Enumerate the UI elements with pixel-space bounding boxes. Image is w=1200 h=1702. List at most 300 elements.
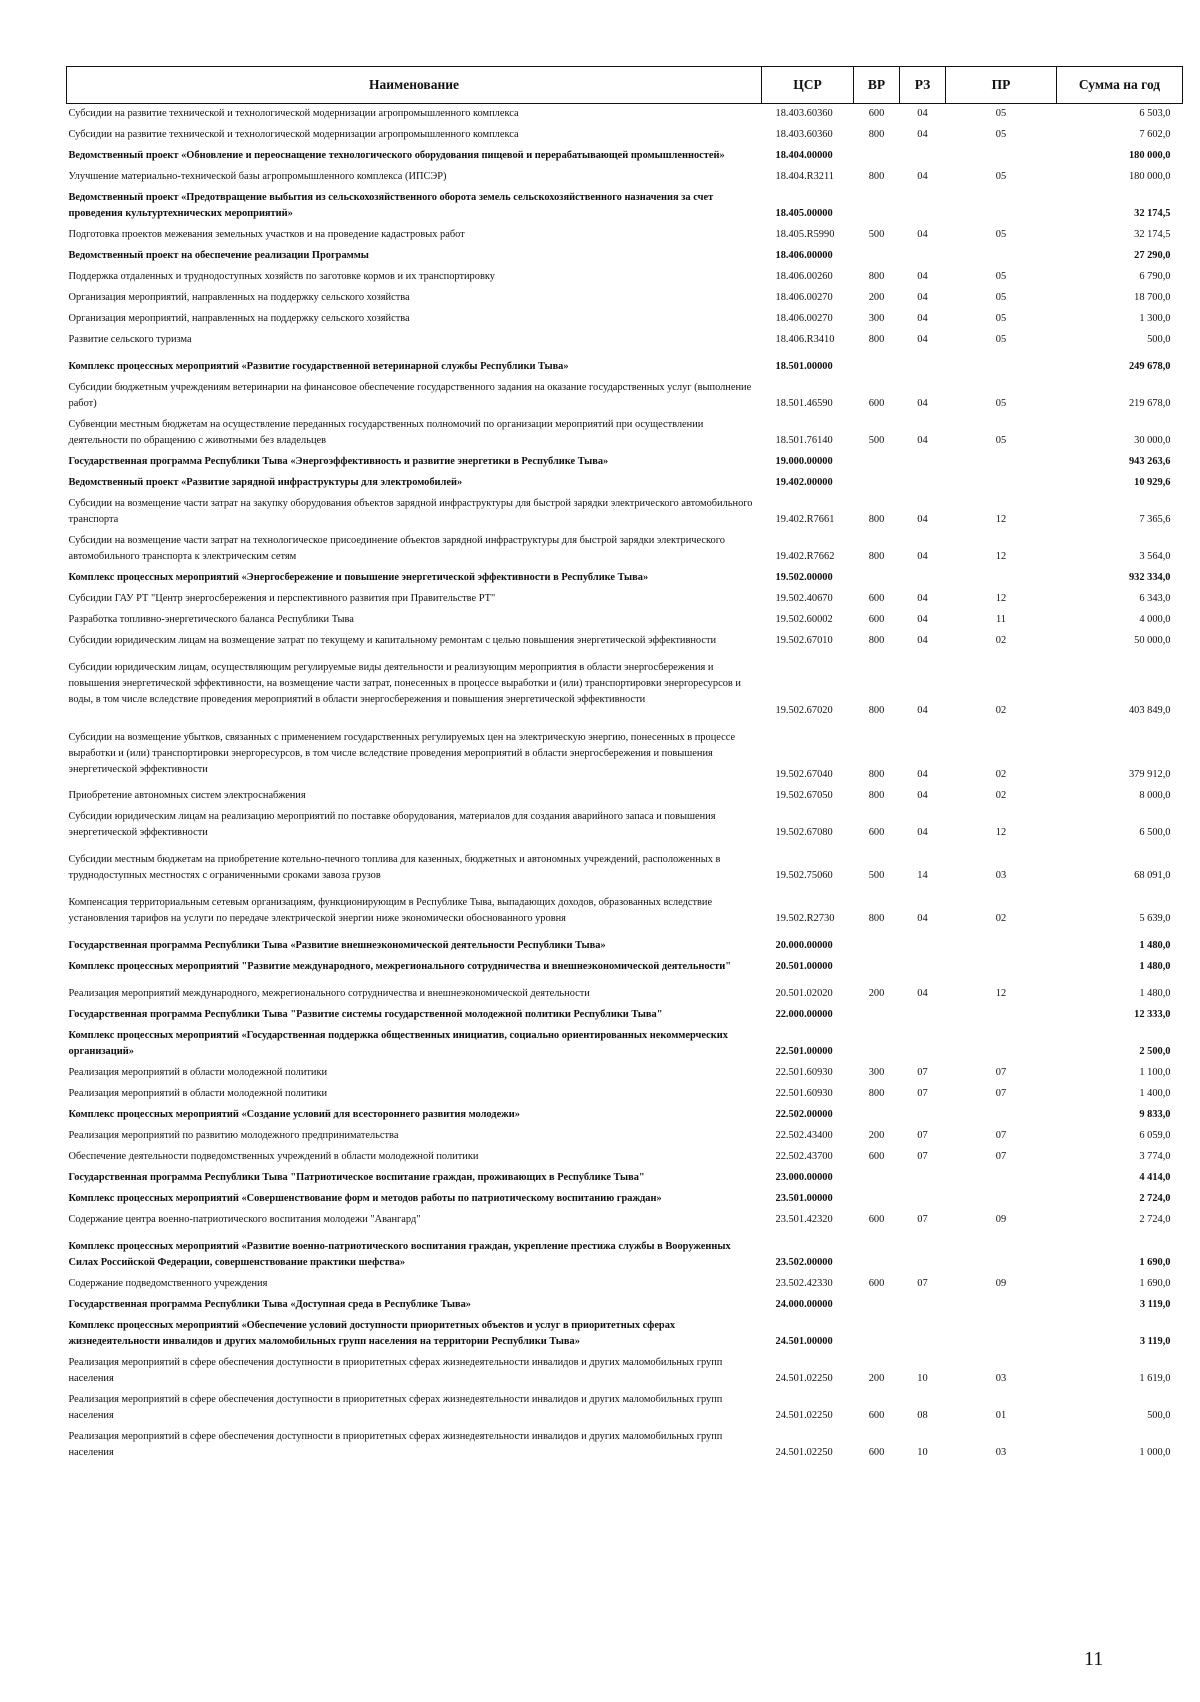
cell-vr xyxy=(854,351,900,378)
cell-sum: 1 480,0 xyxy=(1139,961,1171,972)
table-row xyxy=(67,246,1183,267)
cell-vr xyxy=(854,188,900,225)
table-row xyxy=(67,786,1183,807)
cell-sum: 7 365,6 xyxy=(1139,514,1171,525)
cell-sum: 3 119,0 xyxy=(1139,1336,1171,1347)
cell-vr xyxy=(854,568,900,589)
cell-sum: 1 480,0 xyxy=(1139,940,1171,951)
cell-rz: 07 xyxy=(917,1151,928,1162)
cell-name: Компенсация территориальным сетевым организациям, функционирующим в Республике Тыва, выпадающих доходов, образованных вследствие установления тарифов на услуги по передаче электрической энергии ниже экономически обоснованного уровня xyxy=(68,897,713,924)
cell-sum: 180 000,0 xyxy=(1128,150,1171,161)
cell-rz: 04 xyxy=(917,398,928,409)
cell-rz: 07 xyxy=(917,1214,928,1225)
cell-pr: 02 xyxy=(995,769,1007,780)
cell-vr: 500 xyxy=(868,229,885,240)
table-row xyxy=(67,887,1183,930)
cell-rz: 04 xyxy=(917,551,928,562)
cell-vr: 800 xyxy=(868,769,885,780)
cell-name: Субсидии юридическим лицам, осуществляющим регулируемые виды деятельности и реализующим мероприятия в области энергосбережения и повышения энергетической эффективности, на возмещение части затрат, понесенных в процессе выработки и (или) транспортировки энергоресурсов и воды, в том числе вследствие проведения мероприятий в области энергосбережения и повышения энергетической эффективности xyxy=(68,662,741,705)
cell-pr: 05 xyxy=(995,171,1007,182)
cell-pr xyxy=(946,452,1057,473)
cell-vr: 600 xyxy=(868,1278,885,1289)
cell-csr: 19.502.67040 xyxy=(775,769,833,780)
cell-csr: 22.502.43400 xyxy=(775,1130,833,1141)
cell-rz: 04 xyxy=(917,790,928,801)
cell-rz: 04 xyxy=(917,769,928,780)
cell-rz: 08 xyxy=(917,1410,928,1421)
table-row xyxy=(67,1063,1183,1084)
cell-sum: 4 414,0 xyxy=(1139,1172,1171,1183)
cell-vr: 800 xyxy=(868,514,885,525)
cell-csr: 22.000.00000 xyxy=(775,1009,833,1020)
cell-vr: 200 xyxy=(868,292,885,303)
cell-csr: 23.502.42330 xyxy=(775,1278,833,1289)
cell-sum: 12 333,0 xyxy=(1134,1009,1171,1020)
cell-vr: 600 xyxy=(868,1151,885,1162)
cell-rz: 04 xyxy=(917,271,928,282)
cell-sum: 1 690,0 xyxy=(1139,1278,1171,1289)
cell-sum: 32 174,5 xyxy=(1134,208,1171,219)
cell-csr: 19.000.00000 xyxy=(775,456,833,467)
cell-rz xyxy=(900,188,946,225)
cell-pr: 03 xyxy=(995,870,1007,881)
header-csr: ЦСР xyxy=(762,67,854,104)
budget-document xyxy=(66,66,1182,1464)
cell-rz: 07 xyxy=(917,1067,928,1078)
cell-name: Разработка топливно-энергетического баланса Республики Тыва xyxy=(68,614,354,625)
cell-sum: 27 290,0 xyxy=(1134,250,1171,261)
table-row xyxy=(67,1316,1183,1353)
cell-csr: 22.501.60930 xyxy=(775,1067,833,1078)
cell-pr: 12 xyxy=(995,593,1007,604)
cell-vr xyxy=(854,452,900,473)
cell-sum: 379 912,0 xyxy=(1128,769,1171,780)
table-row xyxy=(67,225,1183,246)
cell-name: Ведомственный проект «Обновление и переоснащение технологического оборудования пищевой и перерабатывающей промышленностей» xyxy=(68,150,725,161)
cell-pr xyxy=(946,246,1057,267)
cell-pr xyxy=(946,568,1057,589)
cell-rz: 04 xyxy=(917,827,928,838)
cell-name: Субсидии юридическим лицам на реализацию мероприятий по поставке оборудования, материалов для создания аварийного запаса и повышения энергетической эффективности xyxy=(68,811,716,838)
cell-pr xyxy=(946,1316,1057,1353)
cell-rz: 07 xyxy=(917,1278,928,1289)
cell-pr: 01 xyxy=(995,1410,1007,1421)
table-row xyxy=(67,1427,1183,1464)
table-row xyxy=(67,1353,1183,1390)
cell-sum: 2 724,0 xyxy=(1139,1214,1171,1225)
cell-csr: 24.501.02250 xyxy=(775,1447,833,1458)
table-row xyxy=(67,531,1183,568)
cell-vr: 600 xyxy=(868,593,885,604)
cell-pr: 05 xyxy=(995,292,1007,303)
cell-csr: 23.000.00000 xyxy=(775,1172,833,1183)
cell-sum: 500,0 xyxy=(1147,1410,1171,1421)
cell-pr xyxy=(946,146,1057,167)
cell-csr: 24.501.02250 xyxy=(775,1373,833,1384)
cell-vr xyxy=(854,1168,900,1189)
cell-sum: 219 678,0 xyxy=(1128,398,1171,409)
cell-vr: 200 xyxy=(868,988,885,999)
cell-sum: 932 334,0 xyxy=(1128,572,1171,583)
cell-vr: 600 xyxy=(868,827,885,838)
cell-sum: 6 059,0 xyxy=(1139,1130,1171,1141)
cell-pr: 09 xyxy=(995,1278,1007,1289)
cell-rz: 04 xyxy=(917,435,928,446)
cell-csr: 18.501.46590 xyxy=(775,398,833,409)
table-row xyxy=(67,652,1183,722)
cell-vr xyxy=(854,930,900,957)
cell-name: Реализация мероприятий международного, межрегионального сотрудничества и внешнеэкономической деятельности xyxy=(68,988,590,999)
cell-name: Государственная программа Республики Тыва «Развитие внешнеэкономической деятельности Республики Тыва» xyxy=(68,940,606,951)
cell-name: Государственная программа Республики Тыва «Энергоэффективность и развитие энергетики в Республике Тыва» xyxy=(68,456,609,467)
cell-name: Реализация мероприятий в сфере обеспечения доступности в приоритетных сферах жизнедеятельности инвалидов и других маломобильных групп населения xyxy=(68,1431,723,1458)
cell-rz: 10 xyxy=(917,1447,928,1458)
cell-sum: 403 849,0 xyxy=(1128,705,1171,716)
cell-sum: 5 639,0 xyxy=(1139,913,1171,924)
cell-sum: 6 343,0 xyxy=(1139,593,1171,604)
cell-pr xyxy=(946,1231,1057,1274)
cell-rz: 04 xyxy=(917,635,928,646)
cell-csr: 18.406.R3410 xyxy=(775,334,835,345)
cell-sum: 7 602,0 xyxy=(1139,129,1171,140)
cell-csr: 19.502.00000 xyxy=(775,572,833,583)
table-row xyxy=(67,267,1183,288)
cell-vr: 800 xyxy=(868,271,885,282)
cell-vr: 600 xyxy=(868,1447,885,1458)
table-row xyxy=(67,415,1183,452)
header-pr: ПР xyxy=(946,67,1057,104)
cell-csr: 18.501.00000 xyxy=(775,361,833,372)
cell-name: Ведомственный проект на обеспечение реализации Программы xyxy=(68,250,369,261)
cell-sum: 249 678,0 xyxy=(1128,361,1171,372)
cell-pr: 07 xyxy=(995,1067,1007,1078)
cell-csr: 19.402.R7661 xyxy=(775,514,835,525)
table-row xyxy=(67,309,1183,330)
cell-vr: 800 xyxy=(868,913,885,924)
cell-sum: 500,0 xyxy=(1147,334,1171,345)
cell-pr: 07 xyxy=(995,1088,1007,1099)
table-row xyxy=(67,610,1183,631)
header-sum: Сумма на год xyxy=(1057,67,1183,104)
cell-sum: 3 564,0 xyxy=(1139,551,1171,562)
cell-rz xyxy=(900,1026,946,1063)
cell-csr: 19.502.67020 xyxy=(775,705,833,716)
cell-sum: 8 000,0 xyxy=(1139,790,1171,801)
cell-name: Развитие сельского туризма xyxy=(68,334,192,345)
cell-csr: 18.403.60360 xyxy=(775,108,833,119)
table-row xyxy=(67,104,1183,126)
cell-rz: 10 xyxy=(917,1373,928,1384)
cell-pr: 05 xyxy=(995,229,1007,240)
cell-name: Комплекс процессных мероприятий «Совершенствование форм и методов работы по патриотическому воспитанию граждан» xyxy=(68,1193,662,1204)
cell-pr: 07 xyxy=(995,1151,1007,1162)
cell-pr: 05 xyxy=(995,313,1007,324)
table-row xyxy=(67,1274,1183,1295)
cell-rz xyxy=(900,930,946,957)
cell-pr: 12 xyxy=(995,827,1007,838)
cell-vr xyxy=(854,473,900,494)
cell-vr xyxy=(854,146,900,167)
cell-rz: 04 xyxy=(917,292,928,303)
cell-vr: 200 xyxy=(868,1130,885,1141)
cell-rz xyxy=(900,473,946,494)
cell-vr xyxy=(854,1005,900,1026)
cell-name: Субсидии на развитие технической и технологической модернизации агропромышленного комплекса xyxy=(68,129,519,140)
table-row xyxy=(67,452,1183,473)
cell-rz xyxy=(900,146,946,167)
cell-rz: 04 xyxy=(917,229,928,240)
cell-pr: 11 xyxy=(995,614,1006,625)
cell-csr: 19.502.67010 xyxy=(775,635,833,646)
cell-vr: 800 xyxy=(868,334,885,345)
cell-name: Комплекс процессных мероприятий «Государственная поддержка общественных инициатив, социально ориентированных некоммерческих организаций» xyxy=(68,1030,728,1057)
cell-csr: 19.402.00000 xyxy=(775,477,833,488)
cell-rz xyxy=(900,568,946,589)
cell-sum: 943 263,6 xyxy=(1128,456,1171,467)
cell-sum: 180 000,0 xyxy=(1128,171,1171,182)
cell-sum: 68 091,0 xyxy=(1134,870,1171,881)
cell-sum: 6 503,0 xyxy=(1139,108,1171,119)
cell-vr: 800 xyxy=(868,551,885,562)
cell-rz xyxy=(900,1316,946,1353)
cell-rz: 14 xyxy=(917,870,928,881)
cell-pr: 02 xyxy=(995,705,1007,716)
cell-name: Субсидии ГАУ РТ "Центр энергосбережения и перспективного развития при Правительстве РТ" xyxy=(68,593,496,604)
cell-name: Субсидии на развитие технической и технологической модернизации агропромышленного комплекса xyxy=(68,108,519,119)
cell-rz: 04 xyxy=(917,913,928,924)
cell-rz: 04 xyxy=(917,593,928,604)
table-row xyxy=(67,1295,1183,1316)
cell-name: Комплекс процессных мероприятий "Развитие международного, межрегионального сотрудничества и внешнеэкономической деятельности" xyxy=(68,961,732,972)
cell-rz xyxy=(900,1005,946,1026)
cell-name: Субсидии местным бюджетам на приобретение котельно-печного топлива для казенных, бюджетных и автономных учреждений, расположенных в труднодоступных местностях с ограниченными сроками завоза грузов xyxy=(68,854,721,881)
table-row xyxy=(67,146,1183,167)
cell-name: Содержание центра военно-патриотического воспитания молодежи "Авангард" xyxy=(68,1214,421,1225)
table-row xyxy=(67,1231,1183,1274)
cell-name: Субсидии на возмещение части затрат на закупку оборудования объектов зарядной инфраструктуры для быстрой зарядки электрического автомобильного транспорта xyxy=(68,498,753,525)
cell-rz xyxy=(900,1189,946,1210)
cell-csr: 24.501.02250 xyxy=(775,1410,833,1421)
cell-vr: 300 xyxy=(868,1067,885,1078)
cell-csr: 18.406.00270 xyxy=(775,292,833,303)
cell-csr: 24.501.00000 xyxy=(775,1336,833,1347)
cell-vr: 600 xyxy=(868,398,885,409)
cell-pr xyxy=(946,351,1057,378)
cell-pr xyxy=(946,473,1057,494)
cell-vr: 600 xyxy=(868,614,885,625)
cell-name: Реализация мероприятий в области молодежной политики xyxy=(68,1088,328,1099)
cell-name: Содержание подведомственного учреждения xyxy=(68,1278,268,1289)
cell-csr: 19.502.40670 xyxy=(775,593,833,604)
cell-name: Приобретение автономных систем электроснабжения xyxy=(68,790,306,801)
cell-rz xyxy=(900,1105,946,1126)
cell-vr: 800 xyxy=(868,635,885,646)
cell-sum: 9 833,0 xyxy=(1139,1109,1171,1120)
cell-csr: 19.402.R7662 xyxy=(775,551,835,562)
table-row xyxy=(67,1390,1183,1427)
cell-pr xyxy=(946,957,1057,978)
cell-csr: 23.501.00000 xyxy=(775,1193,833,1204)
table-row xyxy=(67,807,1183,844)
cell-name: Комплекс процессных мероприятий «Обеспечение условий доступности приоритетных объектов и услуг в приоритетных сферах жизнедеятельности инвалидов и других маломобильных групп населения на территории Республики Тыва» xyxy=(68,1320,676,1347)
cell-csr: 19.502.R2730 xyxy=(775,913,835,924)
cell-rz xyxy=(900,1168,946,1189)
cell-csr: 20.501.02020 xyxy=(775,988,833,999)
cell-name: Субвенции местным бюджетам на осуществление переданных государственных полномочий по организации мероприятий при осуществлении деятельности по обращению с животными без владельцев xyxy=(68,419,704,446)
cell-rz: 04 xyxy=(917,171,928,182)
budget-table xyxy=(66,66,1183,1464)
cell-vr: 800 xyxy=(868,705,885,716)
cell-name: Организация мероприятий, направленных на поддержку сельского хозяйства xyxy=(68,292,410,303)
cell-rz: 04 xyxy=(917,313,928,324)
header-vr: ВР xyxy=(854,67,900,104)
cell-vr: 300 xyxy=(868,313,885,324)
cell-rz: 07 xyxy=(917,1088,928,1099)
cell-csr: 22.502.43700 xyxy=(775,1151,833,1162)
cell-pr: 07 xyxy=(995,1130,1007,1141)
table-row xyxy=(67,568,1183,589)
table-row xyxy=(67,167,1183,188)
cell-vr: 800 xyxy=(868,171,885,182)
cell-csr: 22.502.00000 xyxy=(775,1109,833,1120)
cell-pr: 02 xyxy=(995,635,1007,646)
cell-sum: 1 619,0 xyxy=(1139,1373,1171,1384)
table-row xyxy=(67,330,1183,351)
cell-csr: 18.405.R5990 xyxy=(775,229,835,240)
cell-name: Комплекс процессных мероприятий «Развитие государственной ветеринарной службы Республики Тыва» xyxy=(68,361,569,372)
cell-vr xyxy=(854,1105,900,1126)
cell-pr: 02 xyxy=(995,913,1007,924)
cell-name: Комплекс процессных мероприятий «Энергосбережение и повышение энергетической эффективности в Республике Тыва» xyxy=(68,572,649,583)
cell-csr: 19.502.67080 xyxy=(775,827,833,838)
cell-name: Ведомственный проект «Развитие зарядной инфраструктуры для электромобилей» xyxy=(68,477,463,488)
cell-pr: 05 xyxy=(995,398,1007,409)
cell-sum: 10 929,6 xyxy=(1134,477,1171,488)
cell-pr xyxy=(946,1295,1057,1316)
cell-name: Поддержка отдаленных и труднодоступных хозяйств по заготовке кормов и их транспортировку xyxy=(68,271,495,282)
cell-sum: 30 000,0 xyxy=(1134,435,1171,446)
cell-pr xyxy=(946,1026,1057,1063)
cell-rz: 04 xyxy=(917,705,928,716)
cell-rz: 04 xyxy=(917,514,928,525)
table-row xyxy=(67,1026,1183,1063)
cell-name: Государственная программа Республики Тыва "Развитие системы государственной молодежной политики Республики Тыва" xyxy=(68,1009,663,1020)
table-row xyxy=(67,1189,1183,1210)
cell-csr: 18.405.00000 xyxy=(775,208,833,219)
cell-sum: 1 480,0 xyxy=(1139,988,1171,999)
cell-name: Реализация мероприятий в области молодежной политики xyxy=(68,1067,328,1078)
cell-pr xyxy=(946,1005,1057,1026)
cell-rz xyxy=(900,957,946,978)
cell-vr: 600 xyxy=(868,108,885,119)
cell-csr: 23.502.00000 xyxy=(775,1257,833,1268)
cell-sum: 6 500,0 xyxy=(1139,827,1171,838)
cell-vr xyxy=(854,1189,900,1210)
cell-rz xyxy=(900,1295,946,1316)
table-row xyxy=(67,188,1183,225)
table-row xyxy=(67,722,1183,786)
cell-vr: 800 xyxy=(868,1088,885,1099)
cell-name: Организация мероприятий, направленных на поддержку сельского хозяйства xyxy=(68,313,410,324)
cell-csr: 18.406.00000 xyxy=(775,250,833,261)
cell-pr: 05 xyxy=(995,435,1007,446)
cell-pr xyxy=(946,1105,1057,1126)
cell-rz xyxy=(900,351,946,378)
table-row xyxy=(67,288,1183,309)
cell-csr: 20.501.00000 xyxy=(775,961,833,972)
cell-vr: 500 xyxy=(868,870,885,881)
cell-pr: 05 xyxy=(995,334,1007,345)
cell-pr: 09 xyxy=(995,1214,1007,1225)
page-number: 11 xyxy=(1084,1648,1104,1670)
table-row xyxy=(67,494,1183,531)
table-row xyxy=(67,351,1183,378)
cell-vr: 500 xyxy=(868,435,885,446)
cell-csr: 22.501.00000 xyxy=(775,1046,833,1057)
cell-name: Государственная программа Республики Тыва «Доступная среда в Республике Тыва» xyxy=(68,1299,472,1310)
cell-sum: 50 000,0 xyxy=(1134,635,1171,646)
cell-rz xyxy=(900,452,946,473)
cell-rz: 04 xyxy=(917,988,928,999)
cell-name: Комплекс процессных мероприятий «Создание условий для всестороннего развития молодежи» xyxy=(68,1109,520,1120)
table-row xyxy=(67,1005,1183,1026)
cell-name: Обеспечение деятельности подведомственных учреждений в области молодежной политики xyxy=(68,1151,479,1162)
cell-rz: 04 xyxy=(917,108,928,119)
table-row xyxy=(67,378,1183,415)
cell-pr: 05 xyxy=(995,108,1007,119)
cell-sum: 1 100,0 xyxy=(1139,1067,1171,1078)
table-row xyxy=(67,930,1183,957)
table-row xyxy=(67,631,1183,652)
cell-pr xyxy=(946,930,1057,957)
cell-name: Субсидии на возмещение убытков, связанных с применением государственных регулируемых цен на электрическую энергию, понесенных в процессе выработки и (или) транспортировки энергоресурсов, в том числе вследствие проведения мероприятий в области энергосбережения и повышения энергетической эффективности xyxy=(68,732,736,775)
header-name: Наименование xyxy=(67,67,762,104)
cell-csr: 19.502.75060 xyxy=(775,870,833,881)
cell-sum: 3 119,0 xyxy=(1139,1299,1171,1310)
cell-name: Субсидии на возмещение части затрат на технологическое присоединение объектов зарядной инфраструктуры для быстрой зарядки электрического автомобильного транспорта к электрическим сетям xyxy=(68,535,725,562)
table-row xyxy=(67,1147,1183,1168)
cell-pr: 05 xyxy=(995,271,1007,282)
table-row xyxy=(67,1168,1183,1189)
cell-vr: 200 xyxy=(868,1373,885,1384)
cell-rz: 04 xyxy=(917,129,928,140)
cell-pr: 03 xyxy=(995,1373,1007,1384)
table-row xyxy=(67,1084,1183,1105)
table-row xyxy=(67,978,1183,1005)
cell-vr: 600 xyxy=(868,1410,885,1421)
table-row xyxy=(67,1105,1183,1126)
cell-csr: 18.406.00260 xyxy=(775,271,833,282)
table-row xyxy=(67,844,1183,887)
cell-sum: 3 774,0 xyxy=(1139,1151,1171,1162)
cell-name: Реализация мероприятий в сфере обеспечения доступности в приоритетных сферах жизнедеятельности инвалидов и других маломобильных групп населения xyxy=(68,1357,723,1384)
cell-csr: 19.502.67050 xyxy=(775,790,833,801)
cell-pr: 05 xyxy=(995,129,1007,140)
cell-vr xyxy=(854,246,900,267)
cell-name: Комплекс процессных мероприятий «Развитие военно-патриотического воспитания граждан, укрепление престижа службы в Вооруженных Силах Российской Федерации, совершенствование практики шефства» xyxy=(68,1241,731,1268)
cell-name: Субсидии юридическим лицам на возмещение затрат по текущему и капитальному ремонтам с целью повышения энергетической эффективности xyxy=(68,635,717,646)
cell-rz xyxy=(900,1231,946,1274)
cell-csr: 18.501.76140 xyxy=(775,435,833,446)
cell-sum: 1 300,0 xyxy=(1139,313,1171,324)
cell-pr: 12 xyxy=(995,551,1007,562)
cell-sum: 2 724,0 xyxy=(1139,1193,1171,1204)
cell-rz: 04 xyxy=(917,334,928,345)
cell-pr xyxy=(946,188,1057,225)
table-header xyxy=(67,67,1183,104)
cell-sum: 1 690,0 xyxy=(1139,1257,1171,1268)
cell-csr: 18.406.00270 xyxy=(775,313,833,324)
